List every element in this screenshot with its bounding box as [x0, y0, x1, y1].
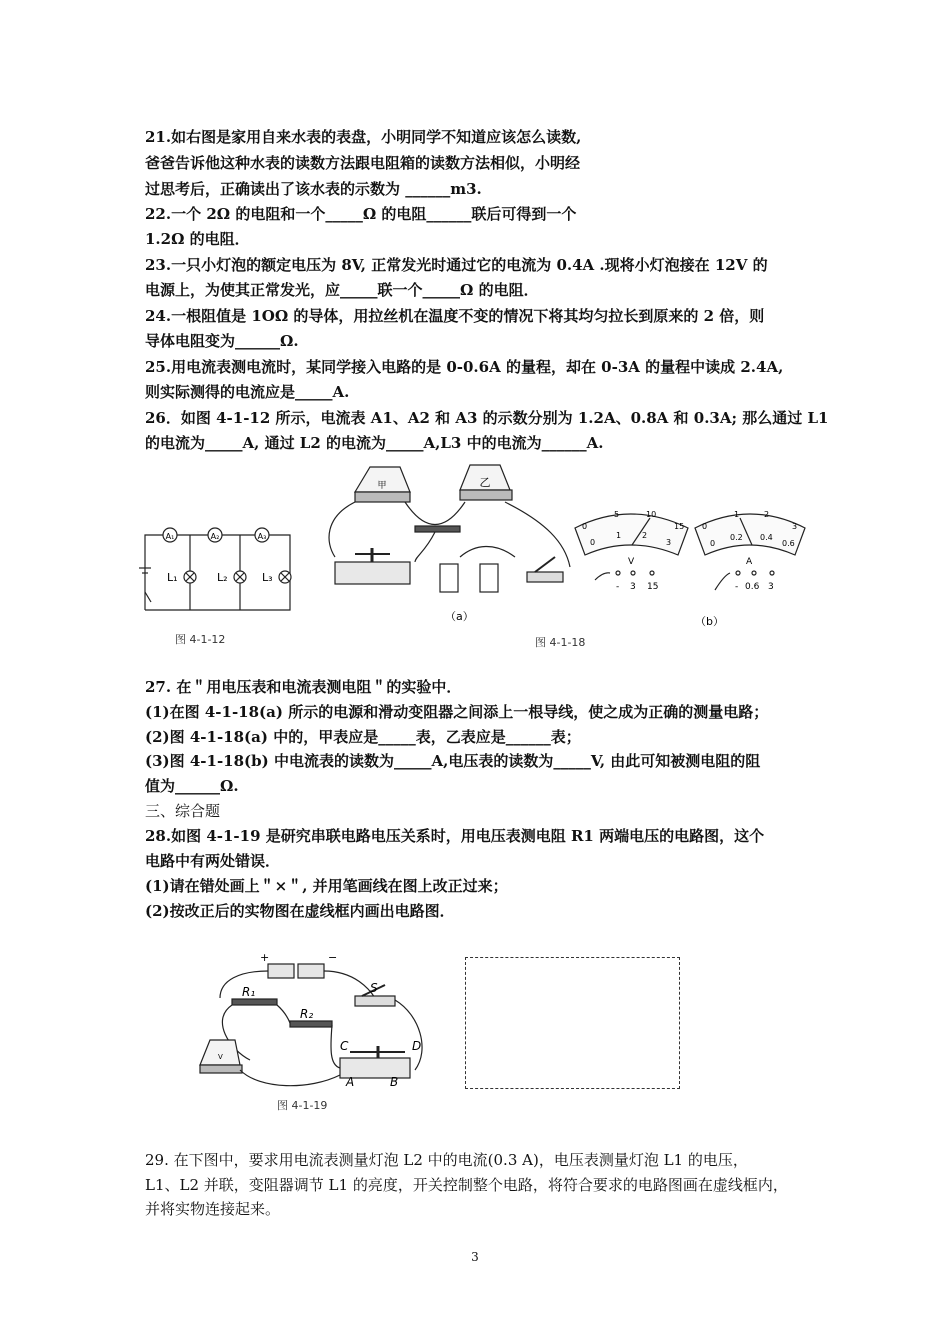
- figure-b-label: （b）: [695, 615, 724, 628]
- v-terminal-15: 15: [647, 582, 659, 592]
- q24-line1: 24.一根阻值是 1OΩ 的导体，用拉丝机在温度不变的情况下将其均匀拉长到原来的 2 倍，则: [145, 307, 765, 325]
- meter-yi-label: 乙: [479, 476, 491, 489]
- q27-line1: 27. 在＂用电压表和电流表测电阻＂的实验中．: [145, 678, 462, 696]
- q22-line2: 1.2Ω 的电阻．: [145, 230, 250, 248]
- lamp-l3-label: L₃: [262, 571, 273, 584]
- a-bottom-tick-1: 0.2: [730, 533, 743, 542]
- figure-4-1-12: [135, 520, 305, 630]
- v-bottom-tick-2: 2: [642, 531, 648, 540]
- q28-line1: 28.如图 4-1-19 是研究串联电路电压关系时，用电压表测电阻 R1 两端电压的电路图，这个: [145, 827, 765, 845]
- q22-line1: 22.一个 2Ω 的电阻和一个_____Ω 的电阻______联后可得到一个: [145, 205, 577, 223]
- a-terminal-06: 0.6: [745, 582, 760, 592]
- switch-s-label: S: [370, 981, 378, 995]
- rheostat-b-label: B: [390, 1075, 399, 1089]
- figure-4-1-19: [190, 950, 440, 1095]
- q23-line2: 电源上，为使其正常发光，应_____联一个_____Ω 的电阻．: [145, 281, 539, 299]
- a-top-tick-1: 1: [734, 510, 740, 519]
- a-top-tick-0: 0: [702, 522, 708, 531]
- q21-line3: 过思考后，正确读出了该水表的示数为 ______m3.: [145, 180, 482, 198]
- lamp-l2-label: L₂: [217, 571, 228, 584]
- resistor-r2-label: R₂: [300, 1007, 314, 1021]
- meter-jia-label: 甲: [377, 481, 387, 491]
- lamp-l1-label: L₁: [167, 571, 178, 584]
- figure-4-1-18b: [570, 500, 810, 630]
- a-terminal-minus: -: [735, 582, 739, 592]
- q26-line2: 的电流为_____A, 通过 L2 的电流为_____A,L3 中的电流为______A.: [145, 434, 604, 452]
- v-top-tick-1: 5: [614, 510, 620, 519]
- q27-line3: (2)图 4-1-18(a) 中的，甲表应是_____表，乙表应是______表；: [145, 728, 581, 746]
- a-bottom-tick-0: 0: [710, 539, 716, 548]
- v-terminal-3: 3: [630, 582, 636, 592]
- q29-line3: 并将实物连接起来。: [145, 1200, 281, 1218]
- q21-line2: 爸爸告诉他这种水表的读数方法跟电阻箱的读数方法相似，小明经: [145, 154, 581, 172]
- meter-a3-label: A₃: [257, 532, 267, 541]
- q29-line1: 29. 在下图中，要求用电流表测量灯泡 L2 中的电流(0.3 A)，电压表测量灯泡 L1 的电压，: [145, 1151, 748, 1169]
- q27-line2: (1)在图 4-1-18(a) 所示的电源和滑动变阻器之间添上一根导线，使之成为正确的测量电路；: [145, 703, 769, 721]
- q29-line2: L1、L2 并联，变阻器调节 L1 的亮度，开关控制整个电路，将符合要求的电路图画在虚线框内，: [145, 1176, 788, 1194]
- meter-a1-label: A₁: [165, 532, 175, 541]
- rheostat-d-label: D: [412, 1039, 422, 1053]
- answer-dashed-box[interactable]: [465, 957, 680, 1089]
- v-top-tick-3: 15: [674, 522, 685, 531]
- rheostat-a-label: A: [346, 1075, 355, 1089]
- q27-line4: (3)图 4-1-18(b) 中电流表的读数为_____A,电压表的读数为_____V, 由此可知被测电阻的阻: [145, 752, 761, 770]
- rheostat-c-label: C: [340, 1039, 349, 1053]
- page-number: 3: [471, 1250, 479, 1264]
- v-terminal-minus: -: [616, 582, 620, 592]
- v-top-tick-0: 0: [582, 522, 588, 531]
- a-bottom-tick-2: 0.4: [760, 533, 773, 542]
- a-terminal-3: 3: [768, 582, 774, 592]
- battery-plus: +: [260, 951, 270, 964]
- v-bottom-tick-1: 1: [616, 531, 622, 540]
- a-top-tick-2: 2: [764, 510, 770, 519]
- a-symbol: A: [746, 557, 753, 567]
- v-top-tick-2: 10: [646, 510, 657, 519]
- section-3-heading: 三、综合题: [145, 802, 221, 820]
- caption-4-1-12: 图 4-1-12: [175, 633, 226, 646]
- v-bottom-tick-3: 3: [666, 538, 672, 547]
- battery-minus: −: [328, 951, 338, 964]
- q26-line1: 26．如图 4-1-12 所示，电流表 A1、A2 和 A3 的示数分别为 1.2A、0.8A 和 0.3A; 那么通过 L1: [145, 409, 829, 427]
- q28-line3: (1)请在错处画上＂×＂, 并用笔画线在图上改正过来；: [145, 877, 508, 895]
- caption-4-1-19: 图 4-1-19: [277, 1099, 328, 1112]
- figure-a-label: （a）: [445, 610, 474, 623]
- q23-line1: 23.一只小灯泡的额定电压为 8V, 正常发光时通过它的电流为 0.4A .现将小灯泡接在 12V 的: [145, 256, 768, 274]
- q25-line2: 则实际测得的电流应是_____A.: [145, 383, 350, 401]
- q25-line1: 25.用电流表测电流时，某同学接入电路的是 0-0.6A 的量程，却在 0-3A 的量程中读成 2.4A,: [145, 358, 784, 376]
- q28-line2: 电路中有两处错误．: [145, 852, 281, 870]
- meter-a2-label: A₂: [210, 532, 220, 541]
- q28-line4: (2)按改正后的实物图在虚线框内画出电路图．: [145, 902, 455, 920]
- figure-4-1-18a: [315, 462, 575, 623]
- caption-4-1-18: 图 4-1-18: [535, 636, 586, 649]
- q24-line2: 导体电阻变为______Ω.: [145, 332, 299, 350]
- resistor-r1-label: R₁: [242, 985, 256, 999]
- v-bottom-tick-0: 0: [590, 538, 596, 547]
- a-bottom-tick-3: 0.6: [782, 539, 795, 548]
- q21-line1: 21.如右图是家用自来水表的表盘，小明同学不知道应该怎么读数,: [145, 128, 582, 146]
- v-symbol: V: [628, 557, 635, 567]
- q27-line5: 值为______Ω.: [145, 777, 239, 795]
- voltmeter-v-label: V: [218, 1053, 223, 1061]
- a-top-tick-3: 3: [792, 522, 798, 531]
